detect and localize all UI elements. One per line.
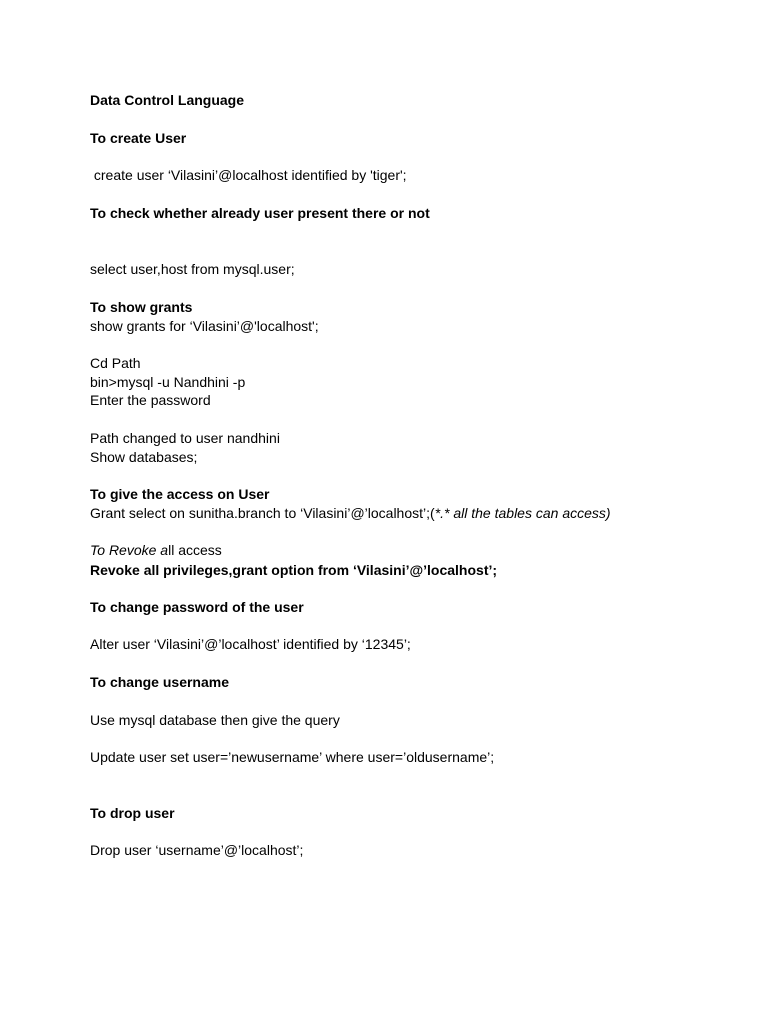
change-password-heading: To change password of the user (90, 599, 304, 615)
login-line-show-databases: Show databases; (90, 449, 198, 465)
login-line-mysql: bin>mysql -u Nandhini -p (90, 374, 246, 390)
give-access-heading: To give the access on User (90, 486, 270, 502)
revoke-label-italic: To Revoke a (90, 542, 169, 558)
login-line-password: Enter the password (90, 392, 211, 408)
change-password-command: Alter user ‘Vilasini’@’localhost’ identified by ‘12345’; (90, 636, 411, 652)
give-access-note: *.* all the tables can access) (434, 505, 611, 521)
revoke-label-rest: ll access (168, 542, 222, 558)
document-title: Data Control Language (90, 92, 245, 108)
drop-user-heading: To drop user (90, 805, 175, 821)
revoke-label (90, 541, 222, 559)
create-user-heading: To create User (90, 130, 187, 146)
revoke-command: Revoke all privileges,grant option from ‘Vilasini’@’localhost’; (90, 562, 498, 578)
login-line-cd-path: Cd Path (90, 355, 141, 371)
give-access-command-text: Grant select on sunitha.branch to ‘Vilasini’@’localhost’;( (90, 505, 435, 521)
change-username-command: Update user set user=’newusername’ where user=’oldusername’; (90, 749, 495, 765)
show-grants-command: show grants for ‘Vilasini’@'localhost'; (90, 318, 319, 334)
login-line-path-changed: Path changed to user nandhini (90, 430, 280, 446)
check-user-heading: To check whether already user present there or not (90, 205, 430, 221)
create-user-command: create user ‘Vilasini’@localhost identified by 'tiger'; (90, 167, 407, 183)
give-access-command (90, 504, 611, 522)
show-grants-heading: To show grants (90, 299, 193, 315)
change-username-heading: To change username (90, 674, 230, 690)
check-user-command: select user,host from mysql.user; (90, 261, 295, 277)
drop-user-command: Drop user ‘username’@’localhost’; (90, 842, 304, 858)
change-username-instruction: Use mysql database then give the query (90, 712, 340, 728)
